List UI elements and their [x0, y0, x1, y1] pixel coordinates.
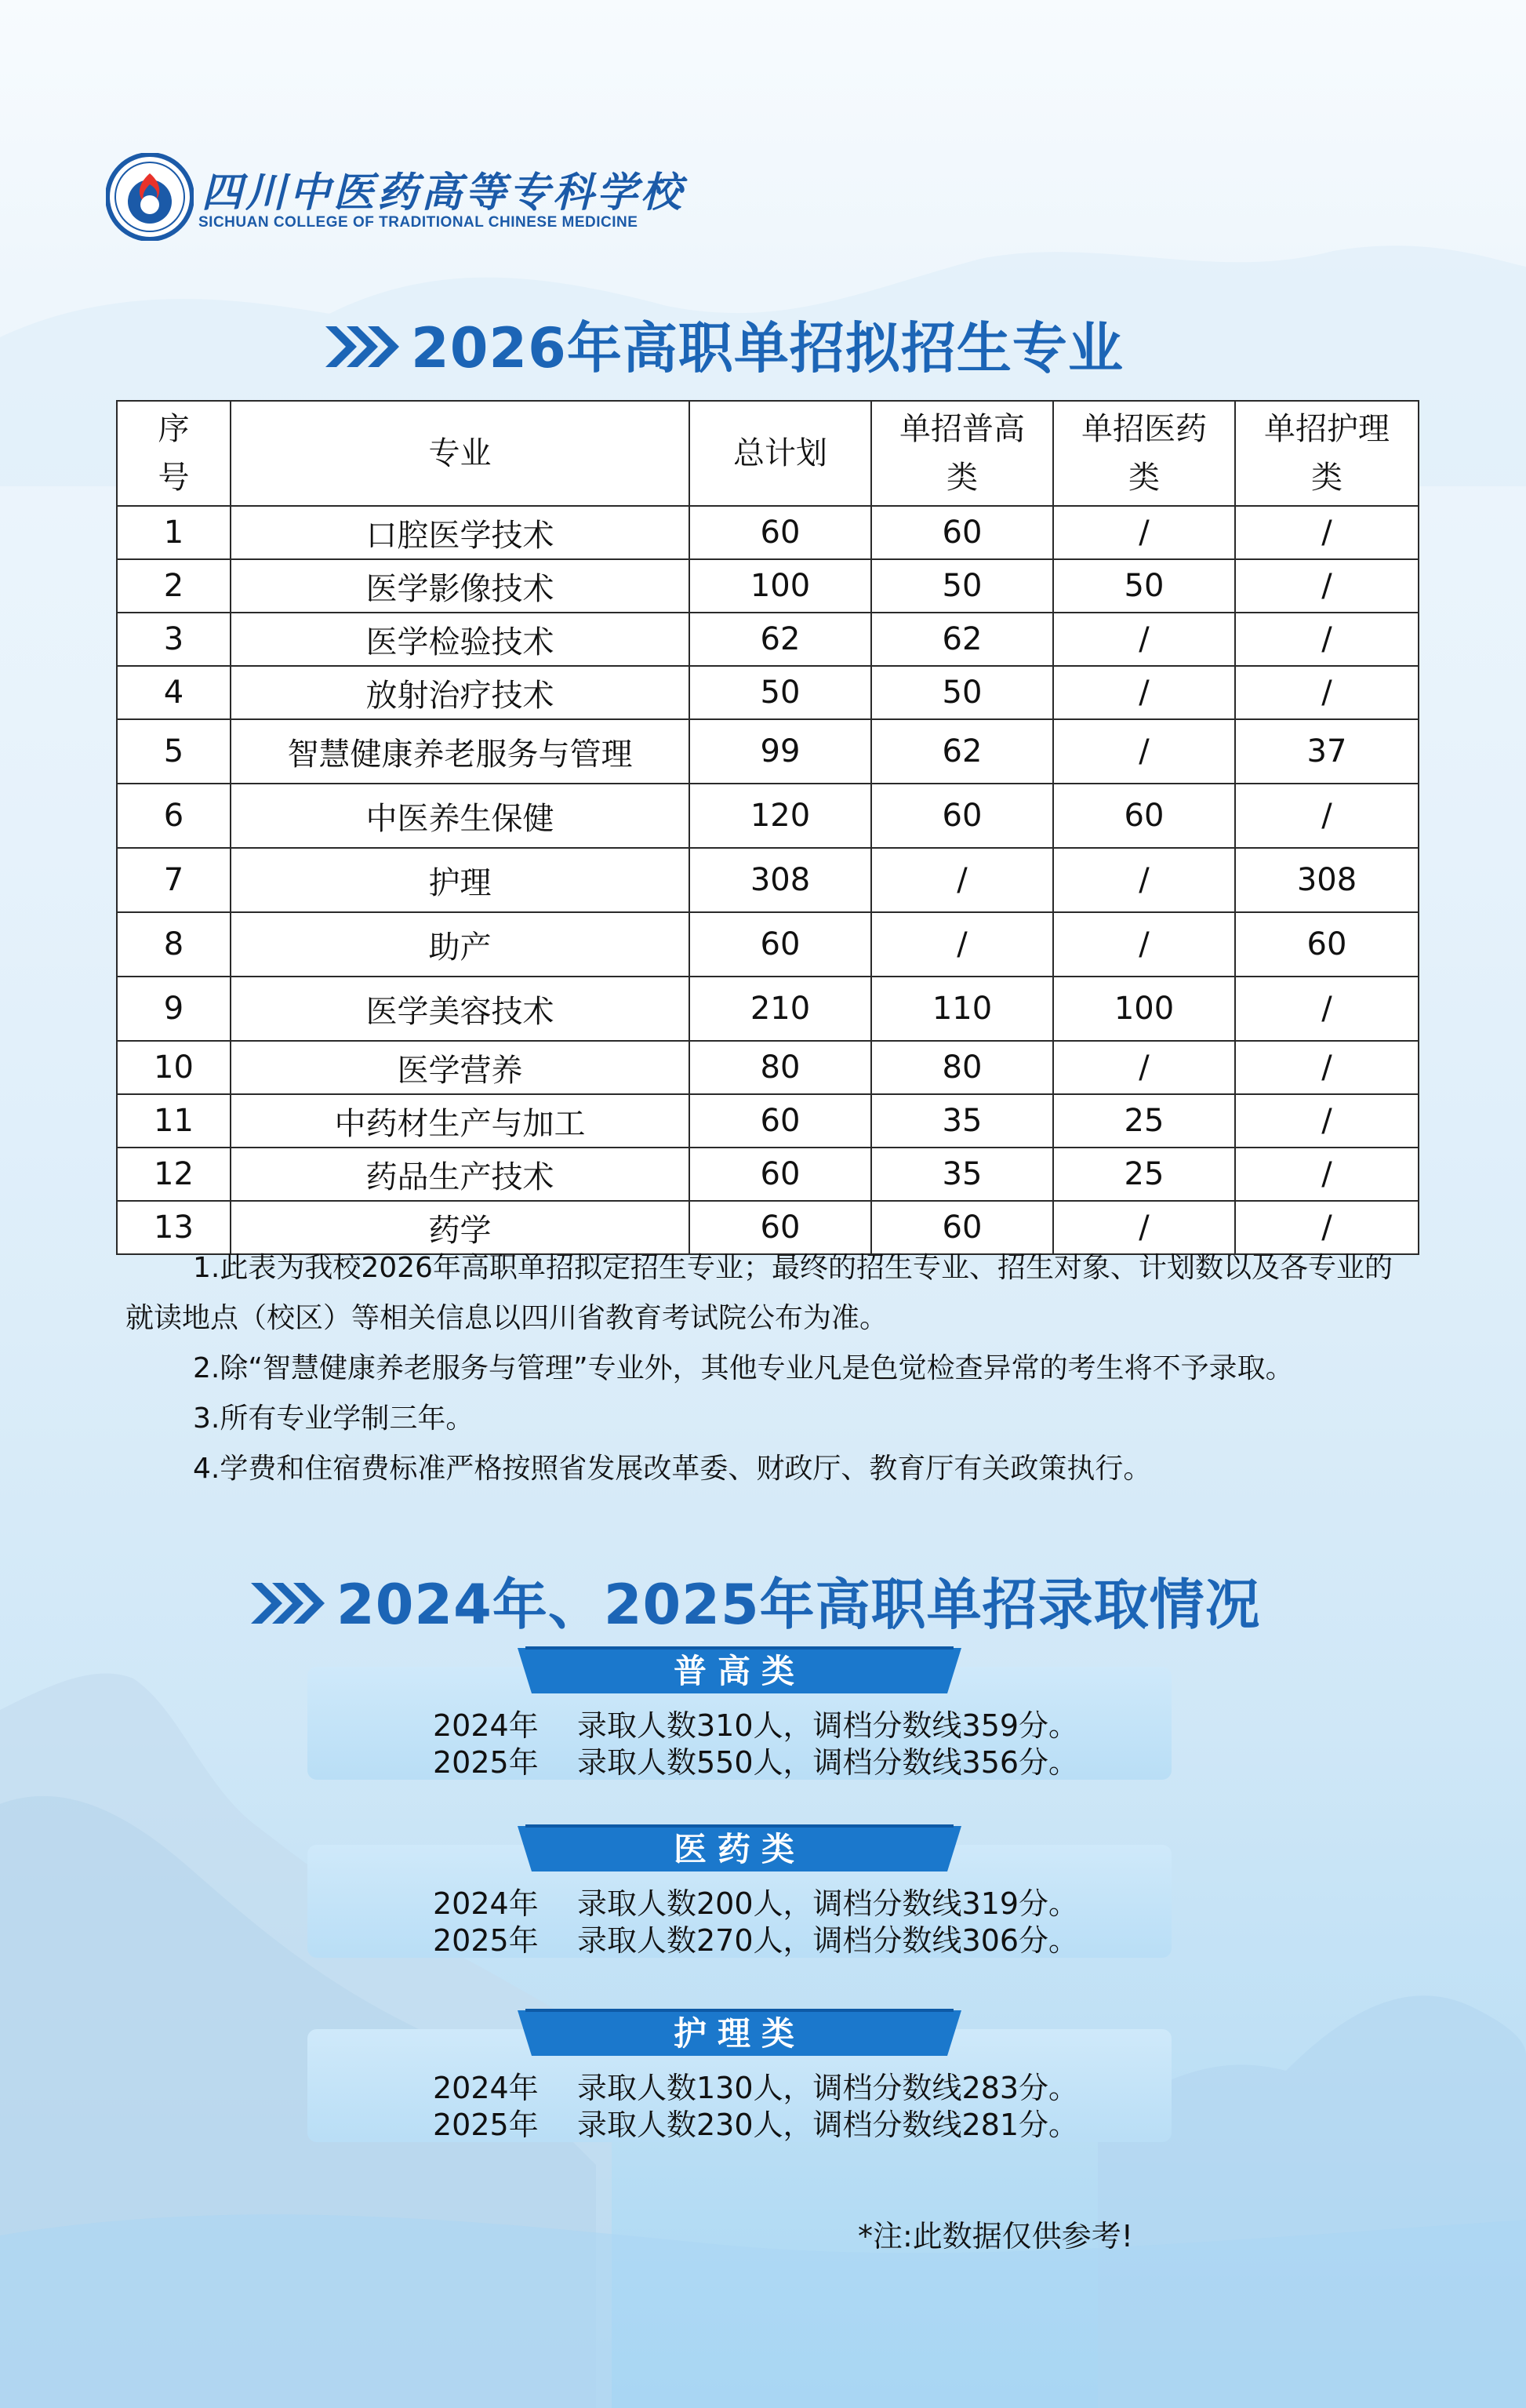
note-2: 2.除“智慧健康养老服务与管理”专业外，其他专业凡是色觉检查异常的考生将不予录取。 — [193, 1352, 1294, 1384]
table-row — [117, 1094, 1419, 1148]
admission-text: 录取人数310人，调档分数线359分。 — [577, 1708, 1079, 1743]
notes-block — [125, 1243, 1419, 1494]
header-hl-text: 单招护理类 — [1264, 411, 1390, 496]
admission-card-nursing — [307, 2013, 1172, 2142]
cell-major: 医学营养 — [231, 1041, 689, 1094]
table-row — [117, 666, 1419, 719]
cell-hl: / — [1235, 1148, 1419, 1201]
cell-yy: / — [1053, 1041, 1235, 1094]
cell-gp: 60 — [871, 1201, 1053, 1254]
admission-row — [433, 1738, 1078, 1781]
cell-gp: 110 — [871, 977, 1053, 1041]
cell-gp: 80 — [871, 1041, 1053, 1094]
cell-total: 60 — [689, 506, 871, 559]
cell-hl: / — [1235, 1041, 1419, 1094]
cell-hl: / — [1235, 559, 1419, 613]
table-row — [117, 506, 1419, 559]
cell-yy: 25 — [1053, 1148, 1235, 1201]
year-label: 2025年 — [433, 2108, 539, 2142]
school-name-en: SICHUAN COLLEGE OF TRADITIONAL CHINESE MEDICINE — [198, 214, 638, 231]
disclaimer-note: *注:此数据仅供参考! — [858, 2219, 1134, 2253]
school-emblem-icon — [106, 153, 194, 241]
cell-major: 药品生产技术 — [231, 1148, 689, 1201]
cell-total: 62 — [689, 613, 871, 666]
cell-no: 11 — [117, 1094, 231, 1148]
note-4: 4.学费和住宿费标准严格按照省发展改革委、财政厅、教育厅有关政策执行。 — [193, 1453, 1152, 1485]
cell-total: 80 — [689, 1041, 871, 1094]
admission-row — [433, 1916, 1078, 1959]
table-row — [117, 719, 1419, 784]
cell-total: 50 — [689, 666, 871, 719]
cell-total: 60 — [689, 912, 871, 977]
cell-no: 6 — [117, 784, 231, 848]
table-row — [117, 559, 1419, 613]
cell-major: 口腔医学技术 — [231, 506, 689, 559]
table-row — [117, 977, 1419, 1041]
cell-total: 60 — [689, 1094, 871, 1148]
cell-gp: 50 — [871, 666, 1053, 719]
section-title-majors — [325, 304, 1124, 384]
cell-gp: 50 — [871, 559, 1053, 613]
cell-major: 护理 — [231, 848, 689, 912]
cell-hl: / — [1235, 784, 1419, 848]
category-label: 护理类 — [673, 2014, 805, 2053]
cell-yy: 60 — [1053, 784, 1235, 848]
header-gp — [871, 401, 1053, 506]
cell-no: 7 — [117, 848, 231, 912]
table-row — [117, 1041, 1419, 1094]
cell-hl: / — [1235, 613, 1419, 666]
cell-no: 3 — [117, 613, 231, 666]
cell-gp: 62 — [871, 613, 1053, 666]
cell-total: 99 — [689, 719, 871, 784]
cell-gp: 60 — [871, 784, 1053, 848]
cell-gp: 35 — [871, 1094, 1053, 1148]
cell-major: 药学 — [231, 1201, 689, 1254]
cell-gp: / — [871, 848, 1053, 912]
year-label: 2025年 — [433, 1745, 539, 1780]
cell-hl: 60 — [1235, 912, 1419, 977]
admission-card-general — [307, 1651, 1172, 1780]
cell-yy: 100 — [1053, 977, 1235, 1041]
cell-hl: / — [1235, 506, 1419, 559]
cell-no: 4 — [117, 666, 231, 719]
header-yy-text: 单招医药类 — [1081, 411, 1207, 496]
admission-text: 录取人数130人，调档分数线283分。 — [577, 2071, 1079, 2105]
cell-major: 医学影像技术 — [231, 559, 689, 613]
header-hl — [1235, 401, 1419, 506]
note-3: 3.所有专业学制三年。 — [193, 1402, 474, 1435]
cell-hl: / — [1235, 1094, 1419, 1148]
cell-no: 8 — [117, 912, 231, 977]
cell-yy: / — [1053, 613, 1235, 666]
cell-yy: / — [1053, 848, 1235, 912]
header-yy — [1053, 401, 1235, 506]
cell-major: 智慧健康养老服务与管理 — [231, 719, 689, 784]
year-label: 2024年 — [433, 1708, 539, 1743]
cell-hl: / — [1235, 1201, 1419, 1254]
table-row — [117, 613, 1419, 666]
majors-table — [116, 400, 1418, 1255]
cell-total: 60 — [689, 1201, 871, 1254]
cell-no: 12 — [117, 1148, 231, 1201]
year-label: 2024年 — [433, 1886, 539, 1921]
cell-total: 308 — [689, 848, 871, 912]
cell-total: 120 — [689, 784, 871, 848]
table-header-row — [117, 401, 1419, 506]
cell-no: 13 — [117, 1201, 231, 1254]
school-logo — [106, 153, 685, 247]
header-total: 总计划 — [689, 401, 871, 506]
cell-hl: / — [1235, 977, 1419, 1041]
cell-gp: / — [871, 912, 1053, 977]
cell-major: 中药材生产与加工 — [231, 1094, 689, 1148]
cell-major: 助产 — [231, 912, 689, 977]
cell-yy: / — [1053, 666, 1235, 719]
category-label: 医药类 — [673, 1830, 805, 1868]
admission-card-medicine — [307, 1829, 1172, 1958]
school-name-cn: 四川中医药高等专科学校 — [202, 169, 685, 216]
cell-major: 医学美容技术 — [231, 977, 689, 1041]
cell-no: 5 — [117, 719, 231, 784]
cell-total: 100 — [689, 559, 871, 613]
cell-yy: / — [1053, 719, 1235, 784]
cell-total: 210 — [689, 977, 871, 1041]
year-label: 2025年 — [433, 1923, 539, 1958]
cell-yy: 50 — [1053, 559, 1235, 613]
section-title-text: 2026年高职单招拟招生专业 — [411, 316, 1124, 380]
header-no-1: 序号 — [158, 411, 190, 496]
section-title-text: 2024年、2025年高职单招录取情况 — [336, 1573, 1261, 1637]
cell-hl: 308 — [1235, 848, 1419, 912]
cell-major: 医学检验技术 — [231, 613, 689, 666]
cell-major: 放射治疗技术 — [231, 666, 689, 719]
admission-row — [433, 2101, 1078, 2144]
header-major: 专业 — [231, 401, 689, 506]
header-gp-text: 单招普高类 — [899, 411, 1025, 496]
cell-gp: 60 — [871, 506, 1053, 559]
category-label: 普高类 — [673, 1652, 805, 1690]
double-chevron-icon — [251, 1580, 325, 1627]
cell-yy: / — [1053, 912, 1235, 977]
cell-hl: 37 — [1235, 719, 1419, 784]
cell-no: 2 — [117, 559, 231, 613]
table-row — [117, 784, 1419, 848]
table-row — [117, 912, 1419, 977]
note-1: 1.此表为我校2026年高职单招拟定招生专业；最终的招生专业、招生对象、计划数以及各专业的就读地点（校区）等相关信息以四川省教育考试院公布为准。 — [125, 1252, 1393, 1334]
cell-yy: / — [1053, 506, 1235, 559]
double-chevron-icon — [325, 323, 400, 370]
year-label: 2024年 — [433, 2071, 539, 2105]
cell-yy: / — [1053, 1201, 1235, 1254]
admission-text: 录取人数230人，调档分数线281分。 — [577, 2108, 1079, 2142]
header-no — [117, 401, 231, 506]
admission-text: 录取人数550人，调档分数线356分。 — [577, 1745, 1079, 1780]
cell-major: 中医养生保健 — [231, 784, 689, 848]
section-title-admissions — [251, 1561, 1261, 1640]
cell-total: 60 — [689, 1148, 871, 1201]
cell-yy: 25 — [1053, 1094, 1235, 1148]
cell-hl: / — [1235, 666, 1419, 719]
cell-no: 1 — [117, 506, 231, 559]
admission-text: 录取人数270人，调档分数线306分。 — [577, 1923, 1079, 1958]
admission-text: 录取人数200人，调档分数线319分。 — [577, 1886, 1079, 1921]
cell-no: 10 — [117, 1041, 231, 1094]
cell-gp: 35 — [871, 1148, 1053, 1201]
table-row — [117, 848, 1419, 912]
cell-gp: 62 — [871, 719, 1053, 784]
table-row — [117, 1148, 1419, 1201]
cell-no: 9 — [117, 977, 231, 1041]
